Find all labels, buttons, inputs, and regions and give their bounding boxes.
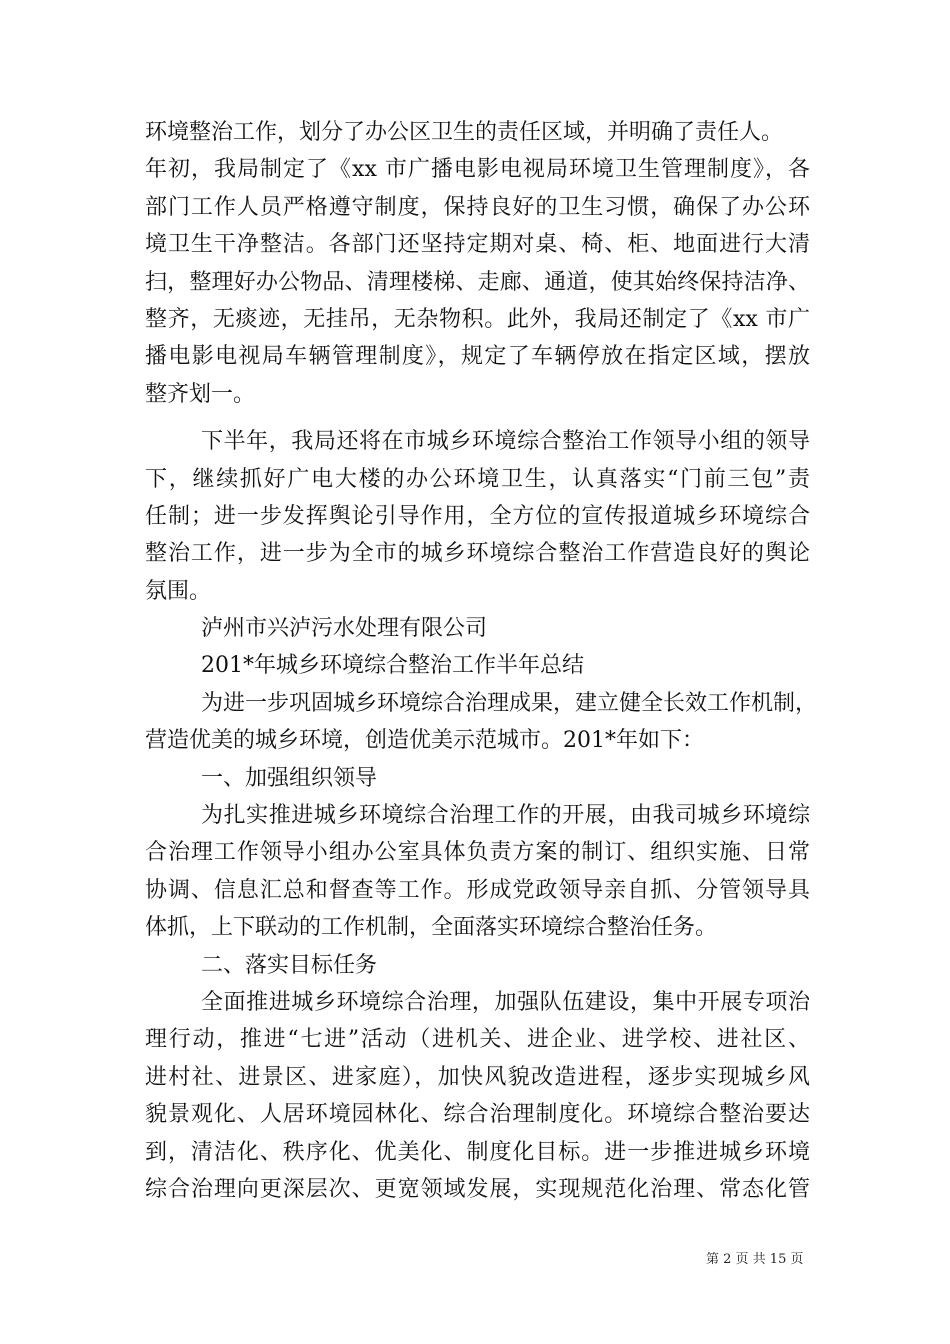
text-line: 年初，我局制定了《xx 市广播电影电视局环境卫生管理制度》，各 [145, 157, 810, 183]
text-line: 201*年城乡环境综合整治工作半年总结 [201, 653, 584, 679]
page-number-footer: 第 2 页 共 15 页 [706, 1252, 804, 1267]
text-line: 境卫生干净整洁。各部门还坚持定期对桌、椅、柜、地面进行大清 [145, 232, 810, 258]
text-line: 环境整治工作，划分了办公区卫生的责任区域，并明确了责任人。 [145, 120, 784, 145]
text-line: 合治理工作领导小组办公室具体负责方案的制订、组织实施、日常 [145, 840, 810, 866]
text-line: 为进一步巩固城乡环境综合治理成果，建立健全长效工作机制， [201, 690, 818, 716]
text-line: 整治工作，进一步为全市的城乡环境综合整治工作营造良好的舆论 [145, 541, 810, 567]
text-line: 整齐，无痰迹，无挂吊，无杂物积。此外，我局还制定了《xx 市广 [145, 306, 810, 332]
text-line: 一、加强组织领导 [201, 765, 378, 791]
text-line: 泸州市兴泸污水处理有限公司 [201, 616, 488, 642]
document-body [145, 114, 818, 1208]
text-line: 进村社、进景区、进家庭），加快风貌改造进程，逐步实现城乡风 [145, 1064, 810, 1090]
text-line: 扫，整理好办公物品、清理楼梯、走廊、通道，使其始终保持洁净、 [145, 269, 810, 295]
text-line: 任制；进一步发挥舆论引导作用，全方位的宣传报道城乡环境综合 [145, 503, 810, 529]
text-line: 播电影电视局车辆管理制度》，规定了车辆停放在指定区域，摆放 [145, 344, 810, 370]
text-line: 全面推进城乡环境综合治理，加强队伍建设，集中开展专项治 [201, 989, 810, 1015]
text-line: 营造优美的城乡环境，创造优美示范城市。201*年如下： [145, 728, 704, 754]
text-line: 到，清洁化、秩序化、优美化、制度化目标。进一步推进城乡环境 [145, 1139, 810, 1165]
text-line: 理行动，推进“七进”活动（进机关、进企业、进学校、进社区、 [145, 1027, 810, 1053]
text-line: 貌景观化、人居环境园林化、综合治理制度化。环境综合整治要达 [145, 1102, 810, 1128]
text-line: 为扎实推进城乡环境综合治理工作的开展，由我司城乡环境综 [201, 803, 810, 829]
paragraph-gap [145, 413, 810, 423]
text-line: 整齐划一。 [145, 381, 256, 407]
text-line: 氛围。 [145, 578, 212, 604]
text-line: 综合治理向更深层次、更宽领域发展，实现规范化治理、常态化管 [145, 1176, 810, 1202]
text-line: 下半年，我局还将在市城乡环境综合整治工作领导小组的领导 [201, 429, 810, 455]
text-line: 二、落实目标任务 [201, 952, 378, 978]
text-line: 协调、信息汇总和督查等工作。形成党政领导亲自抓、分管领导具 [145, 877, 810, 903]
text-line: 下，继续抓好广电大楼的办公环境卫生，认真落实“门前三包”责 [145, 466, 810, 492]
text-line: 部门工作人员严格遵守制度，保持良好的卫生习惯，确保了办公环 [145, 194, 810, 220]
text-line: 体抓，上下联动的工作机制，全面落实环境综合整治任务。 [145, 915, 718, 941]
